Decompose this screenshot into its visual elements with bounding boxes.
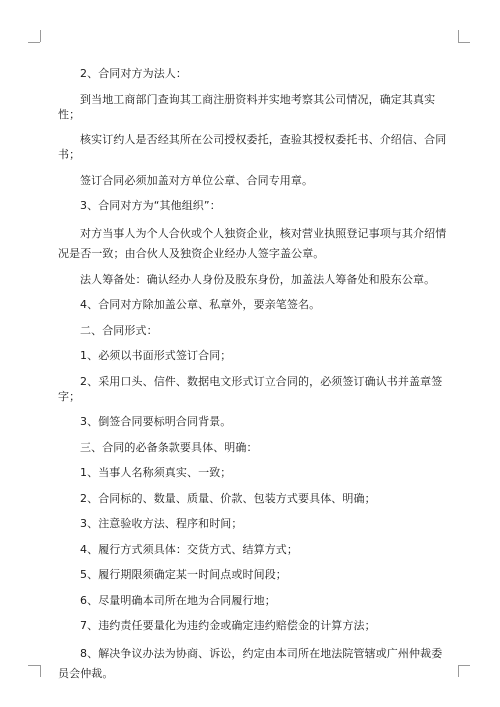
list-item: 1、必须以书面形式签订合同；: [80, 349, 232, 362]
list-item: 6、尽量明确本司所在地为合同履行地；: [80, 593, 276, 607]
paragraph: 到当地工商部门查询其工商注册资料并实地考察其公司情况，确定其真实性；: [58, 92, 436, 121]
paragraph: 核实订约人是否经其所在公司授权委托，查验其授权委托书、介绍信、合同书；: [58, 133, 447, 161]
paragraph: 法人筹备处：确认经办人身份及股东身份，加盖法人筹备处和股东公章。: [80, 272, 436, 286]
paragraph-heading: 2、合同对方为法人：: [80, 67, 187, 80]
paragraph: 对方当事人为个人合伙或个人独资企业，核对营业执照登记事项与其介绍情况是否一致；由合伙人及独资企业经办人签字盖公章。: [58, 226, 447, 260]
paragraph: 4、合同对方除加盖公章、私章外，要亲笔签名。: [80, 298, 321, 311]
list-item: 5、履行期限须确定某一时间点或时间段；: [80, 568, 287, 581]
section-heading: 二、合同形式：: [80, 323, 158, 337]
paragraph-heading: 3、合同对方为“其他组织”：: [80, 199, 221, 212]
list-item: 4、履行方式须具体：交货方式、结算方式；: [80, 542, 298, 556]
document-body: [58, 66, 448, 694]
list-item: 3、倒签合同要标明合同背景。: [80, 415, 232, 428]
list-item: 2、采用口头、信件、数据电文形式订立合同的，必须签订确认书并盖章签字；: [58, 374, 443, 403]
list-item: 3、注意验收方法、程序和时间；: [80, 517, 243, 530]
paragraph: 签订合同必须加盖对方单位公章、合同专用章。: [80, 173, 314, 187]
list-item: 2、合同标的、数量、质量、价款、包装方式要具体、明确；: [80, 491, 376, 505]
list-item: 7、违约责任要量化为违约金或确定违约赔偿金的计算方法；: [80, 619, 376, 632]
list-item: 8、解决争议办法为协商、诉讼，约定由本司所在地法院管辖或广州仲裁委员会仲裁。: [58, 646, 443, 680]
section-heading: 三、合同的必备条款要具体、明确：: [80, 440, 258, 454]
list-item: 1、当事人名称须真实、一致；: [80, 466, 232, 479]
